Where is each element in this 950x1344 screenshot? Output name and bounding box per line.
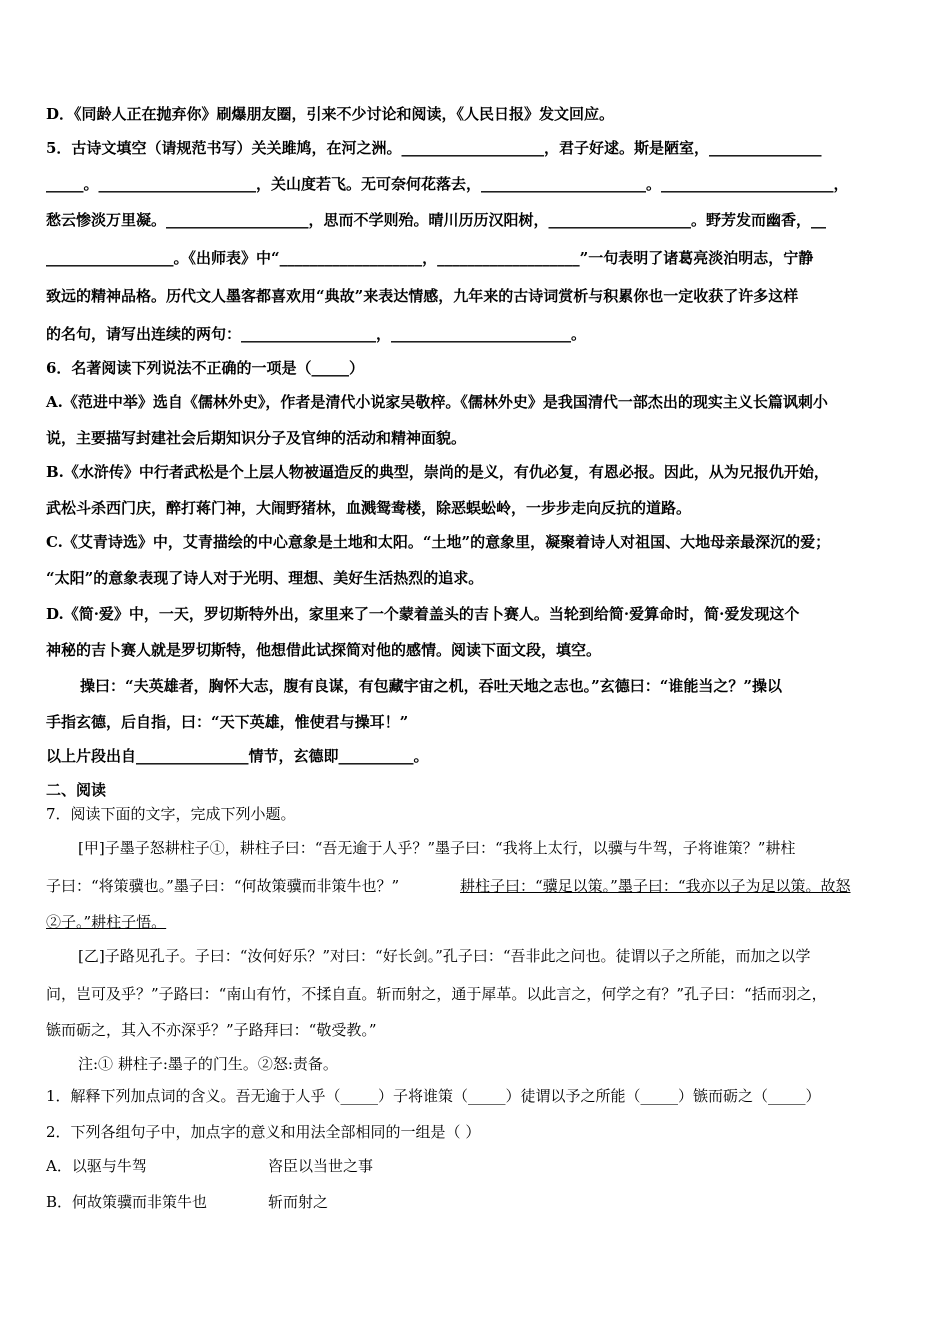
q5-line-3: 愁云惨淡万里凝。___________________，思而不学则殆。晴川历历汉阳树，___________________。野芳发而幽香，__ [46, 211, 827, 229]
annotation-note: 注:① 耕柱子:墨子的门生。②怒:责备。 [78, 1055, 338, 1073]
q6-option-c-line-2: “太阳”的意象表现了诗人对于光明、理想、美好生活热烈的追求。 [46, 569, 484, 587]
sub-q2-option-a-right: 咨臣以当世之事 [268, 1157, 374, 1175]
passage-yi-line-2: 问，岂可及乎？”子路曰：“南山有竹，不揉自直。斩而射之，通于犀革。以此言之，何学之有？”孔子曰：“括而羽之， [46, 985, 827, 1003]
q6-option-d-line-2: 神秘的吉卜赛人就是罗切斯特，他想借此试探简对他的感情。阅读下面文段，填空。 [46, 641, 602, 659]
passage-jia-underlined-1: 耕柱子曰：“骥足以策。”墨子曰：“我亦以子为足以策。故怒 [460, 877, 851, 895]
q6-option-a-line-1: A.《范进中举》选自《儒林外史》，作者是清代小说家吴敬梓。《儒林外史》是我国清代一部杰出的现实主义长篇讽刺小 [46, 393, 828, 411]
q5-line-1: 5．古诗文填空（请规范书写）关关雎鸠，在河之洲。___________________，君子好逑。斯是陋室，_______________ [46, 139, 822, 157]
passage-yi-line-1: [乙]子路见孔子。子曰：“汝何好乐？”对曰：“好长剑。”孔子曰：“吾非此之问也。徒谓以子之所能，而加之以学 [78, 947, 811, 965]
q5-line-2: _____。_____________________，关山度若飞。无可奈何花落去，______________________。_______________________， [46, 175, 849, 193]
q5-line-6: 的名句，请写出连续的两句：__________________，________________________。 [46, 325, 587, 343]
sub-question-2: 2．下列各组句子中，加点字的意义和用法全部相同的一组是（ ） [46, 1123, 481, 1141]
sub-q2-option-a-left: A．以驱与牛驾 [46, 1157, 147, 1175]
q6-option-b-line-2: 武松斗杀西门庆，醉打蒋门神，大闹野猪林，血溅鸳鸯楼，除恶蜈蚣岭，一步步走向反抗的道路。 [46, 499, 692, 517]
q6-option-d-line-1: D.《简·爱》中，一天，罗切斯特外出，家里来了一个蒙着盖头的吉卜赛人。当轮到给简·爱算命时，简·爱发现这个 [46, 605, 800, 623]
sub-q2-option-b-right: 斩而射之 [268, 1193, 329, 1211]
q6-title: 6．名著阅读下列说法不正确的一项是（_____） [46, 359, 364, 377]
q5-line-5: 致远的精神品格。历代文人墨客都喜欢用“典故”来表达情感，九年来的古诗词赏析与积累你也一定收获了许多这样 [46, 287, 799, 305]
q6-option-c-line-1: C.《艾青诗选》中，艾青描绘的中心意象是土地和太阳。“土地”的意象里，凝聚着诗人对祖国、大地母亲最深沉的爱； [46, 533, 831, 551]
passage-yi-line-3: 镞而砺之，其入不亦深乎？”子路拜曰：“敬受教。” [46, 1021, 377, 1039]
sub-question-1: 1．解释下列加点词的含义。吾无逾于人乎（_____）子将谁策（_____）徒谓以予之所能（_____）镞而砺之（_____） [46, 1087, 821, 1105]
option-d-line: D．《同龄人正在抛弃你》刷爆朋友圈，引来不少讨论和阅读，《人民日报》发文回应。 [46, 105, 615, 123]
q7-title: 7．阅读下面的文字，完成下列小题。 [46, 805, 296, 823]
passage-jia-line-2: 子曰：“将策骥也。”墨子曰：“何故策骥而非策牛也？” [46, 877, 400, 895]
excerpt-line-2: 手指玄德，后自指，曰：“天下英雄，惟使君与操耳！” [46, 713, 409, 731]
passage-jia-underlined-2: ②子。”耕柱子悟。 [46, 913, 167, 931]
sub-q2-option-b-left: B．何故策骥而非策牛也 [46, 1193, 208, 1211]
excerpt-line-1: 操曰：“夫英雄者，胸怀大志，腹有良谋，有包藏宇宙之机，吞吐天地之志也。”玄德曰：“谁能当之？”操以 [80, 677, 783, 695]
q5-line-4: _________________。《出师表》中“___________________，___________________”一句表明了诸葛亮淡泊明志，宁静 [46, 249, 814, 267]
q6-option-b-line-1: B.《水浒传》中行者武松是个上层人物被逼造反的典型，崇尚的是义，有仇必复，有恩必报。因此，从为兄报仇开始， [46, 463, 829, 481]
section-heading-reading: 二、阅读 [46, 781, 107, 799]
q6-option-a-line-2: 说，主要描写封建社会后期知识分子及官绅的活动和精神面貌。 [46, 429, 467, 447]
excerpt-question: 以上片段出自_______________情节，玄德即__________。 [46, 747, 429, 765]
passage-jia-line-1: [甲]子墨子怒耕柱子①，耕柱子曰：“吾无逾于人乎？”墨子曰：“我将上太行，以骥与牛驾，子将谁策？”耕柱 [78, 839, 796, 857]
